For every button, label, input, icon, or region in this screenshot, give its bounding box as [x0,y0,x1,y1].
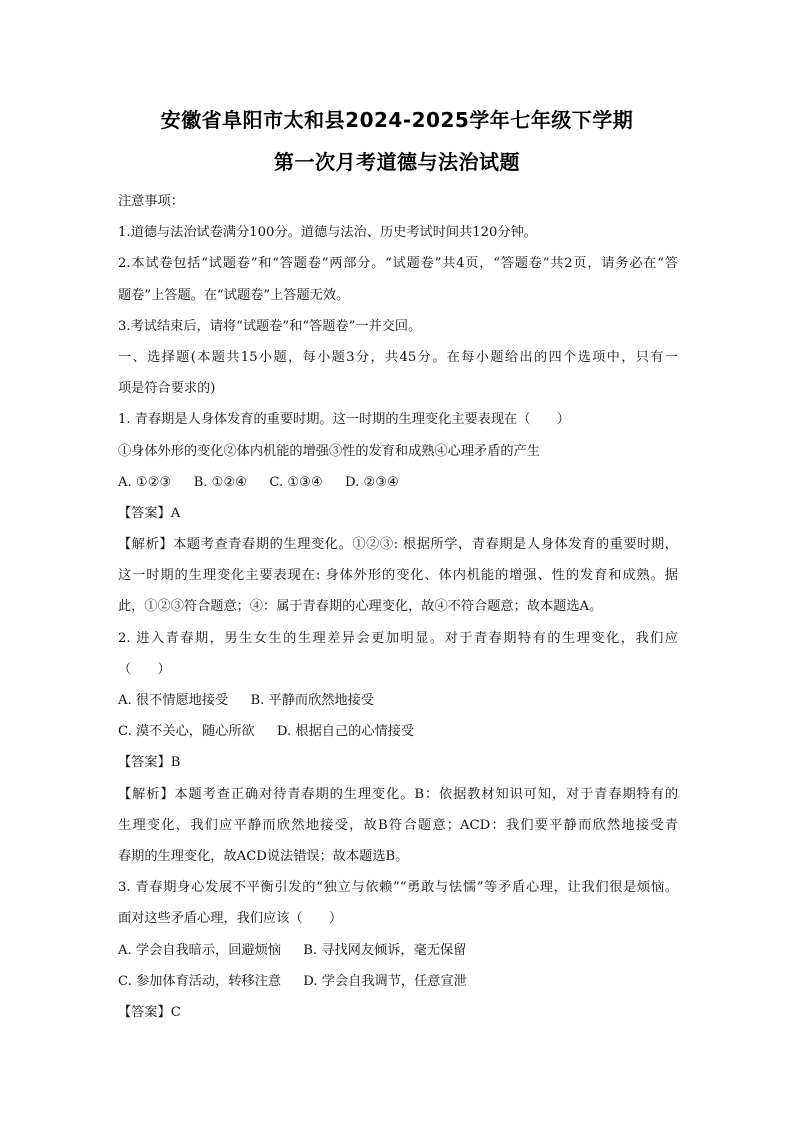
question-2-option-d: D. 根据自己的心情接受 [276,724,415,740]
question-1-answer: 【答案】A [118,505,181,521]
question-1-analysis-line3: 此，①②③符合题意；④：属于青春期的心理变化，故④不符合题意；故本题选A。 [118,599,603,615]
question-3-option-d: D. 学会自我调节，任意宣泄 [303,973,467,989]
question-2-stem-line1: 2. 进入青春期，男生女生的生理差异会更加明显。对于青春期特有的生理变化，我们应 [118,630,678,646]
question-1-stem: 1. 青春期是人身体发育的重要时期。这一时期的生理变化主要表现在（ ） [118,412,570,428]
question-1-option-d: D. ②③④ [345,474,399,490]
notice-item-2-line1: 2.本试卷包括“试题卷”和“答题卷”两部分。“试题卷”共4页，“答题卷”共2页，请务必在“答 [118,256,678,272]
question-1-option-b: B. ①②④ [193,474,248,490]
exam-title-line1: 安徽省阜阳市太和县2024-2025学年七年级下学期 [160,108,634,132]
exam-body [118,186,678,1028]
section-heading-line2: 项是符合要求的) [118,381,216,397]
question-3-stem-line2: 面对这些矛盾心理，我们应该（ ） [118,911,343,927]
notice-heading: 注意事项： [118,194,184,209]
question-2-answer: 【答案】B [118,755,181,771]
question-2-option-a: A. 很不情愿地接受 [118,693,229,708]
question-2-analysis-line2: 生理变化，我们应平静而欣然地接受，故B符合题意；ACD：我们要平静而欣然地接受青 [118,817,678,833]
notice-item-2-line2: 题卷”上答题。在“试题卷”上答题无效。 [118,287,350,303]
question-2-analysis-line3: 春期的生理变化，故ACD说法错误；故本题选B。 [118,848,409,864]
question-3-answer: 【答案】C [118,1004,181,1020]
exam-title-line2: 第一次月考道德与法治试题 [274,150,520,174]
notice-item-1: 1.道德与法治试卷满分100分。道德与法治、历史考试时间共120分钟。 [118,225,537,241]
question-2-option-c: C. 漠不关心，随心所欲 [118,724,255,740]
question-2-options-row1 [118,685,678,716]
question-3-stem-line1: 3. 青春期身心发展不平衡引发的“独立与依赖”“勇敢与怯懦”等矛盾心理，让我们很是烦恼。 [118,880,678,896]
question-2-option-b: B. 平静而欣然地接受 [250,693,375,708]
question-1-statements: ①身体外形的变化②体内机能的增强③性的发育和成熟④心理矛盾的产生 [118,443,540,459]
question-2-analysis-line1: 【解析】本题考查正确对待青春期的生理变化。B：依据教材知识可知，对于青春期特有的 [118,786,678,802]
notice-item-3: 3.考试结束后，请将“试题卷”和“答题卷”一并交回。 [118,318,422,334]
question-1-option-a: A. ①②③ [118,474,172,490]
question-1-analysis-line1: 【解析】本题考查青春期的生理变化。①②③: 根据所学，青春期是人身体发育的重要时期， [118,537,678,553]
question-2-stem-line2: （ ） [118,661,171,677]
section-heading-line1: 一、选择题(本题共15小题，每小题3分，共45分。在每小题给出的四个选项中，只有一 [118,349,678,365]
question-3-option-b: B. 寻找网友倾诉，毫无保留 [303,942,467,958]
question-3-option-a: A. 学会自我暗示，回避烦恼 [118,942,281,958]
question-1-option-c: C. ①③④ [269,474,323,490]
question-1-options [118,467,678,498]
question-3-option-c: C. 参加体育活动，转移注意 [118,973,282,989]
question-3-options-row2 [118,966,678,997]
question-1-analysis-line2: 这一时期的生理变化主要表现在: 身体外形的变化、体内机能的增强、性的发育和成熟。据 [118,568,678,584]
question-2-options-row2 [118,716,678,747]
question-3-options-row1 [118,935,678,966]
